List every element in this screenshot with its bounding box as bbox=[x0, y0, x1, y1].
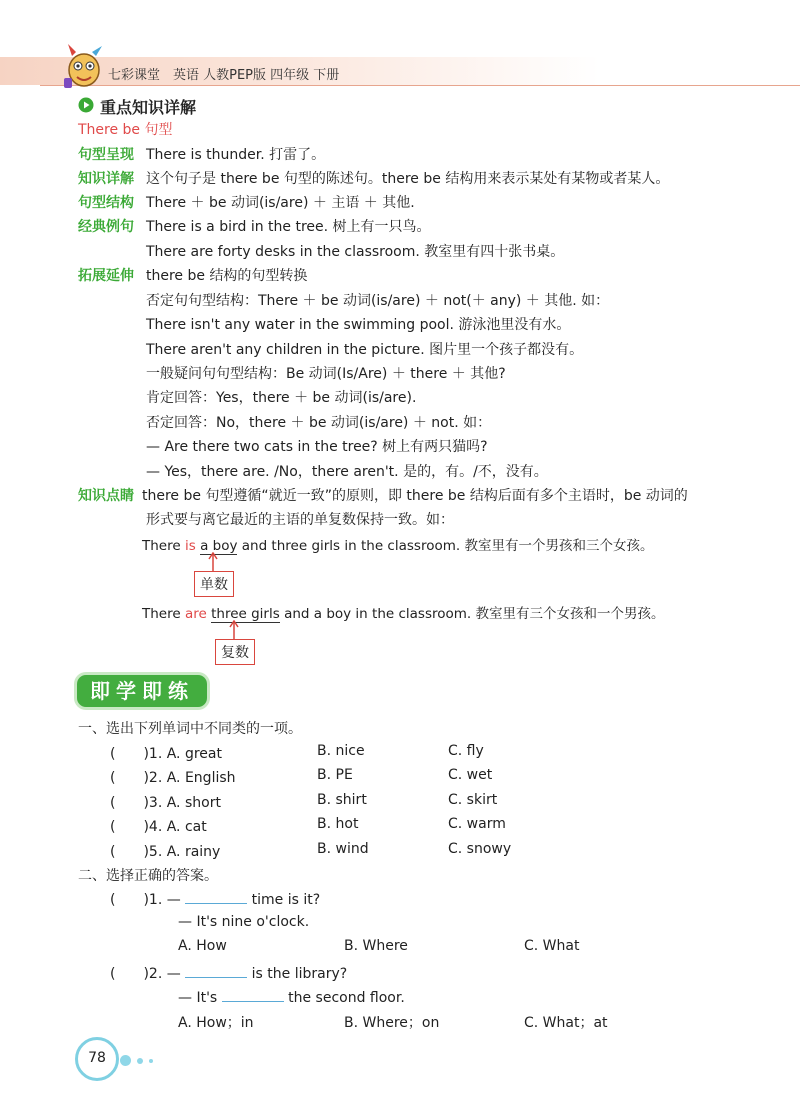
line-b1: there be 结构的句型转换 bbox=[146, 268, 308, 284]
p2-q2-line1 bbox=[110, 963, 347, 983]
p2-q1-a: A. How bbox=[178, 938, 227, 954]
p2-q1-line2: — It's nine o'clock. bbox=[178, 914, 310, 930]
p1-q5-a: ( )5. A. rainy bbox=[110, 844, 221, 860]
line-b6: 肯定回答：Yes，there ＋ be 动词(is/are). bbox=[146, 390, 417, 406]
example1-rest: and three girls in the classroom. 教室里有一个男孩和三个女孩。 bbox=[237, 538, 654, 554]
answer-blank[interactable] bbox=[185, 963, 247, 978]
p1-q4-a: ( )4. A. cat bbox=[110, 819, 207, 835]
example2-subject: three girls bbox=[211, 606, 280, 622]
decor-dot-icon bbox=[120, 1055, 131, 1066]
example-sentence-2 bbox=[142, 602, 665, 622]
label-key-point: 知识点睛 bbox=[78, 488, 134, 504]
p1-q3-b: B. shirt bbox=[317, 792, 367, 808]
topic-title: There be 句型 bbox=[78, 122, 173, 138]
answer-blank[interactable] bbox=[185, 889, 247, 904]
line-b7: 否定回答：No，there ＋ be 动词(is/are) ＋ not. 如： bbox=[146, 415, 492, 431]
example1-subject: a boy bbox=[200, 538, 238, 554]
line-a1: There is thunder. 打雷了。 bbox=[146, 147, 326, 163]
p2-q2-line2-post: the second floor. bbox=[283, 990, 405, 1006]
line-b5: 一般疑问句句型结构：Be 动词(Is/Are) ＋ there ＋ 其他? bbox=[146, 366, 506, 382]
line-b8: — Are there two cats in the tree? 树上有两只猫吗? bbox=[146, 439, 488, 455]
example1-pre: There bbox=[142, 538, 185, 554]
line-a4: There is a bird in the tree. 树上有一只鸟。 bbox=[146, 219, 431, 235]
p2-q2-b: B. Where；on bbox=[344, 1015, 440, 1031]
p2-q2-c: C. What；at bbox=[524, 1015, 608, 1031]
decor-dot-icon bbox=[137, 1058, 143, 1064]
p2-q2-paren: ( )2. — bbox=[110, 966, 181, 982]
p2-q2-after: is the library? bbox=[247, 966, 348, 982]
p2-q1-paren: ( )1. — bbox=[110, 892, 181, 908]
page-number: 78 bbox=[75, 1037, 119, 1081]
label-examples: 经典例句 bbox=[78, 219, 134, 235]
p1-q4-b: B. hot bbox=[317, 816, 359, 832]
p1-q5-b: B. wind bbox=[317, 841, 369, 857]
p2-q2-line2 bbox=[178, 987, 405, 1006]
example2-rest: and a boy in the classroom. 教室里有三个女孩和一个男孩。 bbox=[279, 606, 665, 622]
p1-q5-c: C. snowy bbox=[448, 841, 512, 857]
p1-q3-c: C. skirt bbox=[448, 792, 498, 808]
line-b4: There aren't any children in the picture. 图片里一个孩子都没有。 bbox=[146, 342, 584, 358]
line-a3: There ＋ be 动词(is/are) ＋ 主语 ＋ 其他. bbox=[146, 195, 415, 211]
header-title: 七彩课堂 英语 人教PEP版 四年级 下册 bbox=[108, 68, 340, 83]
header-rule bbox=[40, 85, 800, 86]
line-b2: 否定句句型结构：There ＋ be 动词(is/are) ＋ not(＋ any) ＋ 其他. 如： bbox=[146, 293, 610, 309]
play-icon bbox=[78, 97, 94, 117]
p1-q3-a: ( )3. A. short bbox=[110, 795, 221, 811]
p2-q2-line2-pre: — It's bbox=[178, 990, 218, 1006]
p1-q4-c: C. warm bbox=[448, 816, 506, 832]
example2-verb: are bbox=[184, 606, 207, 622]
label-explanation: 知识详解 bbox=[78, 171, 134, 187]
line-b9: — Yes，there are. /No，there aren't. 是的，有。/不，没有。 bbox=[146, 464, 548, 480]
p1-q2-c: C. wet bbox=[448, 767, 493, 783]
line-a5: There are forty desks in the classroom. 教室里有四十张书桌。 bbox=[146, 244, 565, 260]
mascot-icon bbox=[58, 40, 110, 94]
p1-q2-a: ( )2. A. English bbox=[110, 770, 236, 786]
p1-q1-a: ( )1. A. great bbox=[110, 746, 222, 762]
p2-q1-b: B. Where bbox=[344, 938, 408, 954]
label-extension: 拓展延伸 bbox=[78, 268, 134, 284]
example1-verb: is bbox=[184, 538, 196, 554]
p1-q1-c: C. fly bbox=[448, 743, 484, 759]
tag-singular: 单数 bbox=[194, 571, 234, 597]
line-c1: there be 句型遵循“就近一致”的原则，即 there be 结构后面有多个主语时，be 动词的 bbox=[142, 488, 688, 504]
decor-dot-icon bbox=[149, 1059, 153, 1063]
part2-title: 二、选择正确的答案。 bbox=[78, 868, 218, 884]
line-b3: There isn't any water in the swimming pool. 游泳池里没有水。 bbox=[146, 317, 571, 333]
line-a2: 这个句子是 there be 句型的陈述句。there be 结构用来表示某处有某物或者某人。 bbox=[146, 171, 670, 187]
label-pattern: 句型呈现 bbox=[78, 147, 134, 163]
part1-title: 一、选出下列单词中不同类的一项。 bbox=[78, 721, 302, 737]
p2-q2-a: A. How；in bbox=[178, 1015, 254, 1031]
example-sentence-1 bbox=[142, 534, 653, 554]
section-title: 重点知识详解 bbox=[100, 98, 197, 117]
label-structure: 句型结构 bbox=[78, 195, 134, 211]
p1-q2-b: B. PE bbox=[317, 767, 353, 783]
p2-q1-line1 bbox=[110, 889, 320, 909]
answer-blank[interactable] bbox=[222, 987, 284, 1002]
p1-q1-b: B. nice bbox=[317, 743, 365, 759]
p2-q1-c: C. What bbox=[524, 938, 580, 954]
practice-banner: 即学即练 bbox=[77, 675, 207, 707]
example2-pre: There bbox=[142, 606, 185, 622]
tag-plural: 复数 bbox=[215, 639, 255, 665]
p2-q1-after: time is it? bbox=[247, 892, 321, 908]
line-c2: 形式要与离它最近的主语的单复数保持一致。如： bbox=[146, 512, 454, 528]
